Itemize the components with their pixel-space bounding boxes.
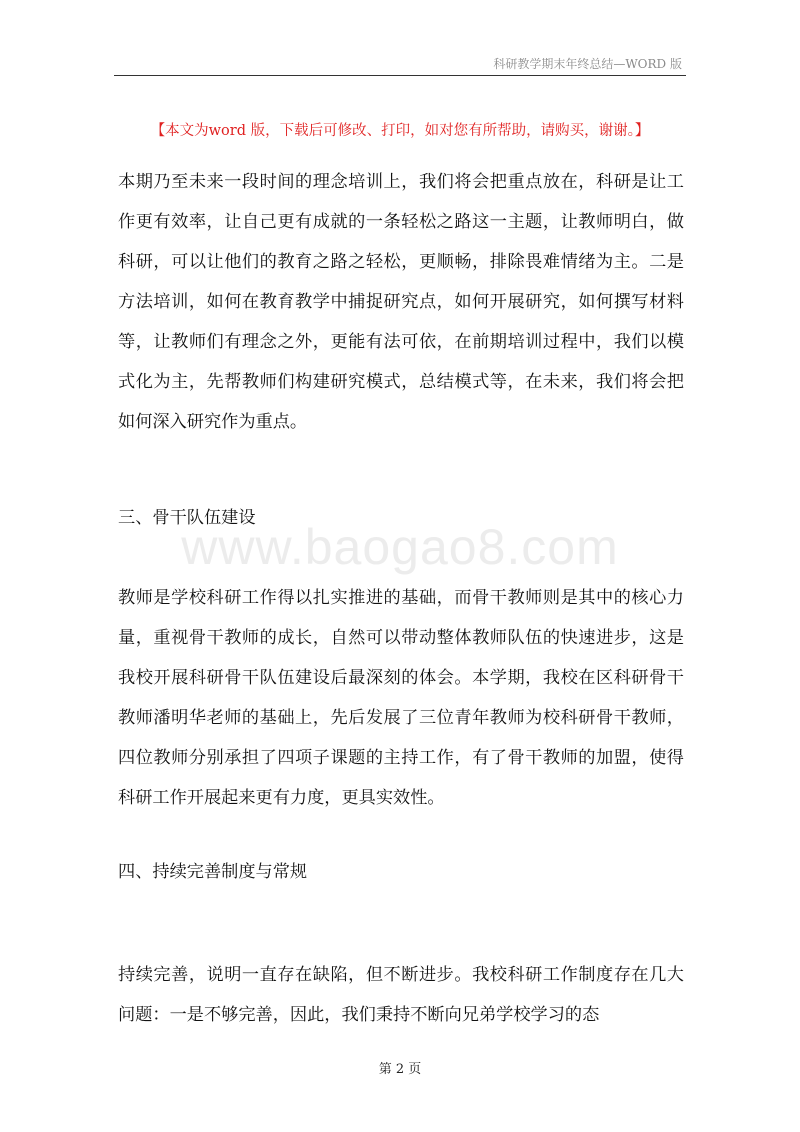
header-title: 科研教学期末年终总结—WORD 版 xyxy=(493,57,682,71)
watermark: www.baogao8.com xyxy=(181,519,619,575)
paragraph-training: 本期乃至未来一段时间的理念培训上，我们将会把重点放在，科研是让工作更有效率，让自己更有成就的一条轻松之路这一主题，让教师明白，做科研，可以让他们的教育之路之轻松，更顺畅，排除畏难情绪为主。二是方法培训，如何在教育教学中捕捉研究点，如何开展研究，如何撰写材料等，让教师们有理念之外，更能有法可依，在前期培训过程中，我们以模式化为主，先帮教师们构建研究模式，总结模式等，在未来，我们将会把如何深入研究作为重点。 xyxy=(118,172,684,432)
paragraph-system: 持续完善，说明一直存在缺陷，但不断进步。我校科研工作制度存在几大问题：一是不够完善，因此，我们秉持不断向兄弟学校学习的态 xyxy=(118,965,684,1025)
section-heading-backbone-team: 三、骨干队伍建设 xyxy=(118,508,256,528)
download-notice: 【本文为word 版，下载后可修改、打印，如对您有所帮助，请购买，谢谢。】 xyxy=(150,123,650,139)
header-divider xyxy=(114,75,686,76)
section-heading-system: 四、持续完善制度与常规 xyxy=(118,862,308,882)
page-number: 第 2 页 xyxy=(378,1062,422,1077)
paragraph-backbone-team: 教师是学校科研工作得以扎实推进的基础，而骨干教师则是其中的核心力量，重视骨干教师的成长，自然可以带动整体教师队伍的快速进步，这是我校开展科研骨干队伍建设后最深刻的体会。本学期，我校在区科研骨干教师潘明华老师的基础上，先后发展了三位青年教师为校科研骨干教师，四位教师分别承担了四项子课题的主持工作，有了骨干教师的加盟，使得科研工作开展起来更有力度，更具实效性。 xyxy=(118,588,684,808)
